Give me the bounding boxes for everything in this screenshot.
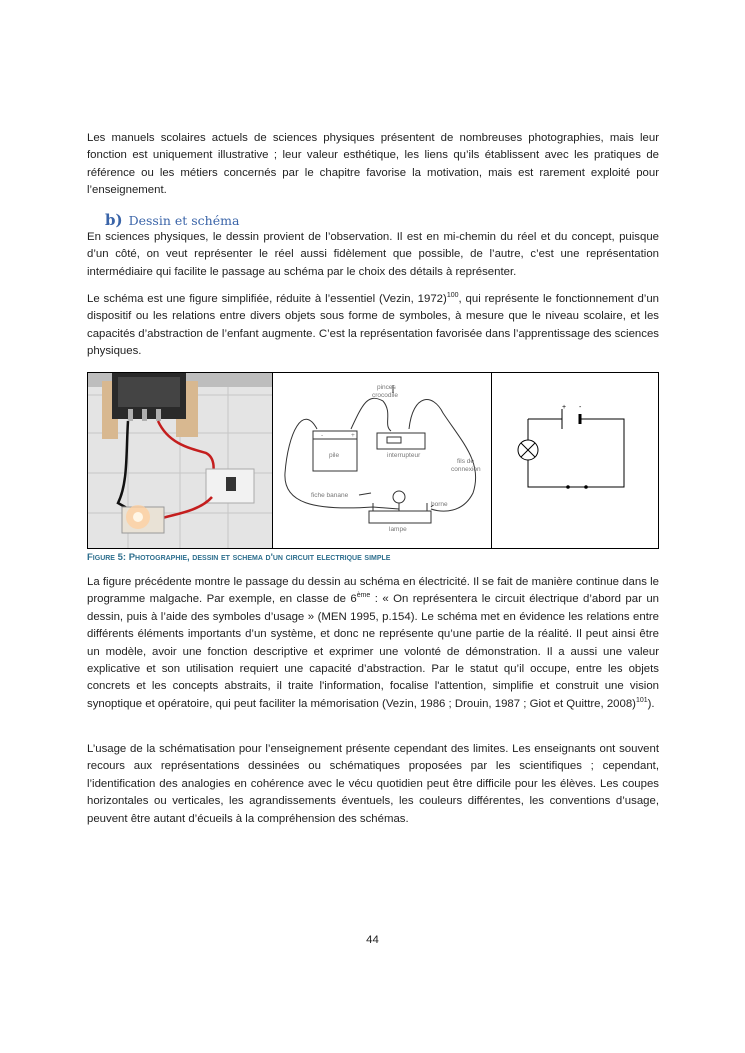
label-pinces: pinces <box>377 384 396 391</box>
schema-minus: - <box>579 404 582 411</box>
label-connexion: connexion <box>451 466 481 473</box>
label-interrupteur: interrupteur <box>387 452 421 459</box>
label-fils-de: fils de <box>457 458 474 465</box>
section-heading <box>105 211 239 229</box>
label-pile: pile <box>329 452 340 459</box>
paragraph-dessin: En sciences physiques, le dessin provient de l’observation. Il est en mi-chemin du réel et du concept, puisque d’un côté, on veut représenter le réel aussi fidèlement que possible, de l’autre, c’est une représentation intermédiaire qui facilite le passage au schéma par le choix des détails à représenter. <box>87 231 659 278</box>
label-pile-minus: - <box>321 432 324 439</box>
circuit-drawing <box>272 373 491 548</box>
figure-circuit <box>87 372 659 549</box>
section-title: Dessin et schéma <box>128 213 240 228</box>
figure-caption: Figure 5: Photographie, dessin et schema d'un circuit electrique simple <box>87 552 391 563</box>
schema-plus: + <box>562 404 567 411</box>
footnote-ref-101: 101 <box>635 697 648 705</box>
paragraph-schema-text-a: Le schéma est une figure simplifiée, réduite à l’essentiel (Vezin, 1972) <box>87 293 447 305</box>
label-borne: borne <box>431 501 448 508</box>
label-pile-plus: + <box>351 432 355 439</box>
label-crocodile: crocodile <box>372 392 399 399</box>
paragraph-figure-text-a: La figure précédente montre le passage du dessin au schéma en électricité. Il se fait de manière continue dans le programme malgache. Par exemple, en classe de 6 <box>87 576 659 606</box>
paragraph-figure-text-c: ). <box>647 697 655 710</box>
paragraph-figure-discussion <box>87 574 659 713</box>
page-number: 44 <box>366 934 379 946</box>
paragraph-schema-text-b: , qui représente le fonctionnement d’un dispositif ou les relations entre divers objets sous forme de symboles, à mesure que le niveau scolaire, et les capacités d’abstraction de l’enfant augmente. C’est la représentation favorisée dans l’apprentissage des sciences physiques. <box>87 293 660 358</box>
paragraph-schema <box>87 291 659 361</box>
label-lampe: lampe <box>389 526 407 533</box>
circuit-photograph <box>88 373 272 548</box>
circuit-photo-image <box>88 373 272 548</box>
footnote-ref-100: 100 <box>446 292 459 300</box>
label-fiche-banane: fiche banane <box>311 492 349 499</box>
paragraph-intro: Les manuels scolaires actuels de sciences physiques présentent de nombreuses photographies, mais leur fonction est uniquement illustrative ; leur valeur esthétique, les liens qu’ils établissent avec les pratiques de référence ou les métiers concernés par le chapitre favorise la motivation, mais est rarement exploité pour l’enseignement. <box>87 132 659 197</box>
section-letter: b) <box>105 211 123 229</box>
circuit-schematic-image <box>492 373 658 548</box>
circuit-drawing-image <box>273 373 491 548</box>
circuit-schematic <box>491 373 658 548</box>
paragraph-limits: L’usage de la schématisation pour l’enseignement présente cependant des limites. Les enseignants ont souvent recours aux représentations dessinées ou schématiques proposées par les scientifiques ; cependant, l’identification des analogies en cohérence avec le vécu quotidien peut être difficile pour les élèves. Les coupes horizontales ou verticales, les agrandissements éventuels, les couleurs différentes, les conventions d’usage, peuvent être autant d’écueils à la compréhension des schémas. <box>87 743 659 825</box>
paragraph-figure-text-b: : « On représentera le circuit électrique d’abord par un dessin, puis à l’aide des symboles d’usage » (MEN 1995, p.154). Le schéma met en évidence les relations entre différents éléments importants d’un système, et donc ne représente qu’une partie de la réalité. Il peut ainsi être un modèle, avoir une fonction descriptive et exprimer une volonté de démonstration. Il a aussi une valeur explicative et son utilisation requiert une capacité d’abstraction. Par le statut qu’il occupe, entre les objets concrets et les concepts abstraits, il traite l'information, focalise l'attention, simplifie et construit une vision synoptique et opératoire, qui peut faciliter la mémorisation (Vezin, 1986 ; Drouin, 1987 ; Giot et Quittre, 2008) <box>87 593 659 710</box>
superscript-eme: ème <box>356 592 371 600</box>
